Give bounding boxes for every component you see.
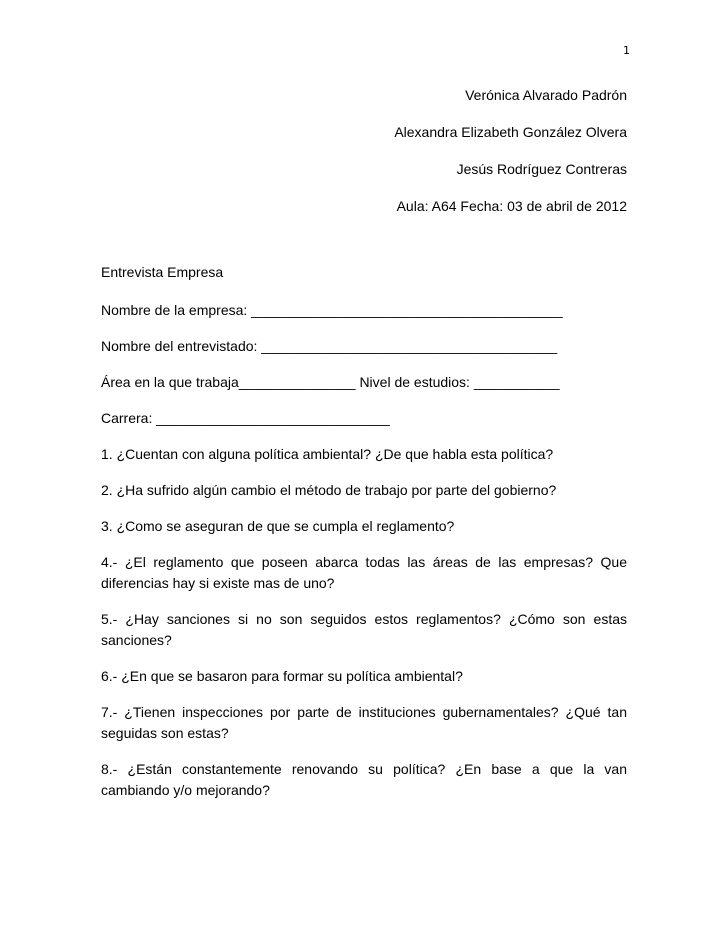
question-5: 5.- ¿Hay sanciones si no son seguidos estos reglamentos? ¿Cómo son estas sanciones? — [101, 611, 627, 648]
author-name-2: Alexandra Elizabeth González Olvera — [394, 124, 627, 140]
field-career: Carrera: ______________________________ — [101, 410, 390, 426]
document-title: Entrevista Empresa — [101, 264, 224, 280]
field-company-name: Nombre de la empresa: ________________________________________ — [101, 302, 563, 318]
author-name-3: Jesús Rodríguez Contreras — [456, 161, 627, 177]
question-1: 1. ¿Cuentan con alguna política ambiental? ¿De que habla esta política? — [101, 446, 554, 462]
question-8: 8.- ¿Están constantemente renovando su política? ¿En base a que la van cambiando y/o mejorando? — [101, 761, 627, 798]
question-7: 7.- ¿Tienen inspecciones por parte de instituciones gubernamentales? ¿Qué tan seguidas son estas? — [101, 704, 627, 741]
class-and-date: Aula: A64 Fecha: 03 de abril de 2012 — [396, 198, 627, 214]
question-3: 3. ¿Como se aseguran de que se cumpla el reglamento? — [101, 518, 455, 534]
question-4: 4.- ¿El reglamento que poseen abarca todas las áreas de las empresas? Que diferencias hay si existe mas de uno? — [101, 554, 627, 591]
author-header — [394, 85, 627, 233]
field-interviewee-name: Nombre del entrevistado: ______________________________________ — [101, 338, 558, 354]
question-2: 2. ¿Ha sufrido algún cambio el método de trabajo por parte del gobierno? — [101, 482, 557, 498]
field-work-area-education: Área en la que trabaja_______________ Nivel de estudios: ___________ — [101, 374, 560, 390]
author-name-1: Verónica Alvarado Padrón — [465, 87, 627, 103]
page-number: 1 — [623, 44, 630, 57]
question-6: 6.- ¿En que se basaron para formar su política ambiental? — [101, 668, 463, 684]
document-body — [101, 262, 627, 816]
